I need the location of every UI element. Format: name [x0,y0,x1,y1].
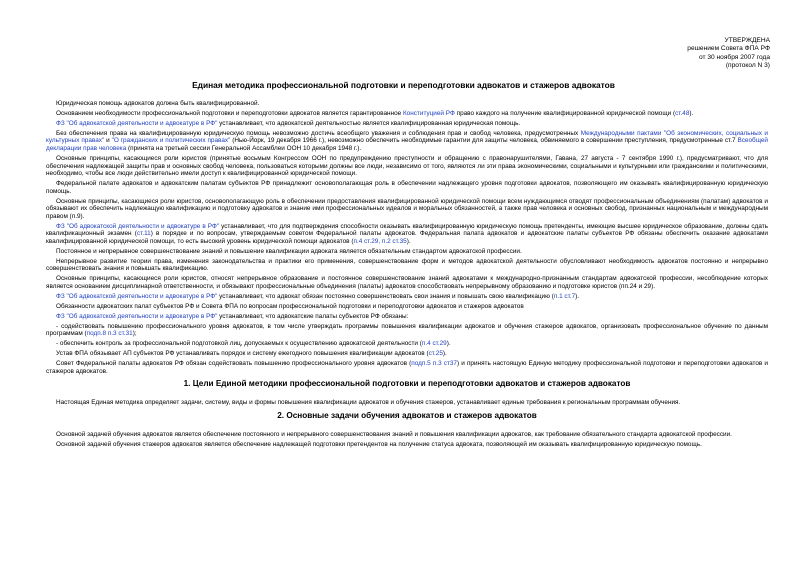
link-law-advocacy[interactable]: ФЗ "Об адвокатской деятельности и адвокатуре в РФ" [56,292,218,300]
link-art29-art35[interactable]: п.4 ст.29, п.2 ст.35 [353,237,407,245]
paragraph-17 [46,350,768,358]
text-span: ); [132,330,137,338]
paragraph-13: Обязанности адвокатских палат субъектов РФ и Совета ФПА по вопросам профессиональной подготовки и переподготовки адвокатов и стажеров адвокатов [56,302,524,310]
paragraph-12 [46,293,768,301]
link-art48[interactable]: ст.48 [675,109,690,117]
paragraph-6: Федеральной палате адвокатов и адвокатским палатам субъектов РФ принадлежит основополагающая роль в обеспечении надлежащего уровня подготовки адвокатов, позволяющего им оказывать квалифицированную юридическую помощь. [46,180,768,195]
text-span: ). [406,237,411,245]
link-art11[interactable]: ст.11 [136,230,151,238]
link-art31[interactable]: подп.8 п.3 ст.31 [86,330,133,338]
paragraph-14 [46,313,768,321]
paragraph-3 [46,120,768,128]
section-heading-1: 1. Цели Единой методики профессиональной подготовки и переподготовки адвокатов и стажеров адвокатов [183,379,631,389]
approval-line-4: (протокол N 3) [725,61,770,69]
link-international-pacts[interactable]: Международными пактами "Об экономических, социальных и культурных правах" [46,129,768,145]
paragraph-10: Непрерывное развитие теории права, изменения законодательства и практики его применения, совершенствование форм и методов адвокатской деятельности обусловливают необходимость адвокатов постоянно и непрерывно совершенствовать знания и повышать квалификацию. [46,257,768,273]
link-art7[interactable]: п.1 ст.7 [553,292,576,300]
link-art25[interactable]: ст.25 [428,350,443,358]
text-span: ) в порядке и по вопросам, утверждаемым советом Федеральной палаты адвокатов. Федеральная палата адвокатов и адвокатские палаты субъектов РФ обязаны обеспечить оказание адвокатами квалифицированной юридической помощи, то есть высокий уровень юридической помощи адвокатов ( [46,230,768,245]
text-span: Основанием необходимости профессиональной подготовки и переподготовки адвокатов является гарантированное [56,109,403,117]
text-span: устанавливает, что адвокат обязан постоянно совершенствовать свои знания и повышать свою квалификацию ( [217,292,554,300]
paragraph-16 [46,340,768,348]
text-span: (принята на третьей сессии Генеральной Ассамблеи ООН 10 декабря 1948 г.). [126,145,362,152]
document-body [46,100,768,451]
paragraph-4 [46,130,768,153]
link-civil-rights-pact[interactable]: "О гражданских и политических правах" [111,137,231,145]
text-span: и [104,137,112,145]
text-span: Совет Федеральной палаты адвокатов РФ обязан содействовать повышению профессионального уровня адвокатов ( [56,360,412,368]
link-art29[interactable]: п.4 ст.29 [421,340,447,348]
paragraph-5: Основные принципы, касающиеся роли юристов (принятые восьмым Конгрессом ООН по предупреждению преступности и обращению с правонарушителями, Гавана, 27 августа - 7 сентября 1990 г.), предусматривают, что для обеспечения надлежащей защиты прав и основных свобод человека, пользоваться которыми должны все люди, независимо от того, являются ли эти права экономическими, социальными и культурными или гражданскими и политическими, необходимо, чтобы все люди действительно имели доступ к квалифицированной юридической помощи. [46,154,768,178]
text-span: устанавливает, что для подтверждения способности оказывать квалифицированную юридическую помощь претенденты, имеющие высшее юридическое образование, должны сдать квалификационный экзамен ( [46,222,768,238]
text-span: право каждого на получение квалифицированной юридической помощи ( [454,109,676,117]
link-human-rights-declaration[interactable]: Всеобщей декларации прав человека [46,137,769,152]
paragraph-11: Основные принципы, касающиеся роли юристов, относят непрерывное образование и постоянное совершенствование знаний адвокатами к международно-признанным стандартам адвокатской профессии, несоблюдение которых является основанием дисциплинарной ответственности, и обязывают профессиональные объединения (палаты) адвокатов способствовать непрерывному образованию и подготовке юристов (пп.24 и 29). [46,275,768,290]
paragraph-8 [46,223,768,246]
text-span: ). [446,340,451,348]
document-title: Единая методика профессиональной подготовки и переподготовки адвокатов и стажеров адвокатов [192,80,615,90]
link-law-advocacy[interactable]: ФЗ "Об адвокатской деятельности и адвокатуре в РФ" [56,312,218,320]
link-art37[interactable]: подп.5 п.3 ст37 [411,360,457,368]
text-span: Без обеспечения права на квалифицированную юридическую помощь невозможно достичь всеобщего уважения и соблюдения прав и свобод человека, предусмотренных [56,129,581,137]
text-span: Устав ФПА обязывает АП субъектов РФ устанавливать порядок и систему ежегодного повышения квалификации адвокатов ( [56,350,429,358]
link-law-advocacy[interactable]: ФЗ "Об адвокатской деятельности и адвокатуре в РФ" [56,222,220,230]
text-span: ). [689,109,694,117]
paragraph-21: Основной задачей обучения стажеров адвокатов является обеспечение надлежащей подготовки претендентов на получение статуса адвоката, позволяющей им оказывать квалифицированную юридическую помощь. [56,440,702,448]
text-span: ). [575,292,580,300]
link-law-advocacy[interactable]: ФЗ "Об адвокатской деятельности и адвокатуре в РФ" [56,119,218,127]
paragraph-15 [46,323,768,338]
paragraph-20: Основной задачей обучения адвокатов является обеспечение постоянного и непрерывного совершенствования знаний и повышения квалификации адвокатов, как требование обязательного стандарта адвокатской профессии. [56,430,732,438]
text-span: устанавливает, что адвокатской деятельностью является квалифицированная юридическая помощь. [217,119,521,127]
text-span: устанавливает, что адвокатские палаты субъектов РФ обязаны: [217,312,409,320]
approval-line-2: решением Совета ФПА РФ [687,45,770,53]
paragraph-18 [46,360,768,375]
paragraph-1: Юридическая помощь адвокатов должна быть квалифицированной. [56,100,260,107]
section-heading-2: 2. Основные задачи обучения адвокатов и стажеров адвокатов [277,410,537,420]
text-span: (Нью-Йорк, 19 декабря 1966 г.), невозможно обеспечить необходимые гарантии для защиты человека, обвиняемого в совершении преступления, предусмотренные ст.7 [230,137,738,145]
text-span: - обеспечить контроль за профессиональной подготовкой лиц, допускаемых к осуществлению адвокатской деятельности ( [56,340,422,348]
approval-stamp [687,37,770,70]
paragraph-2 [46,110,768,118]
text-span: - содействовать повышению профессионального уровня адвокатов, в том числе утверждать программы повышения квалификации адвокатов и обучения стажеров адвокатов, организовать профессиональное обучение по данным программам ( [46,322,768,338]
text-span: ). [442,350,447,358]
paragraph-19: Настоящая Единая методика определяет задачи, систему, виды и формы повышения квалификации адвокатов и обучения стажеров, устанавливает единые требования к региональным программам обучения. [56,399,681,407]
text-span: ) и принять настоящую Единую методику профессиональной подготовки и переподготовки адвокатов и стажеров адвокатов. [46,360,768,375]
link-constitution[interactable]: Конституцией РФ [402,109,455,117]
paragraph-9: Постоянное и непрерывное совершенствование знаний и повышение квалификации адвоката является обязательным стандартом адвокатской профессии. [56,247,522,255]
paragraph-7: Основные принципы, касающиеся роли юристов, основополагающую роль в обеспечении предоставления квалифицированной юридической помощи всем нуждающимся отводят профессиональным объединениям (палатам) адвокатов и обязывают их обеспечить надлежащую квалификацию и подготовку адвокатов и знание ими профессиональных идеалов и моральных обязанностей, а также прав человека и основных свобод, признанных национальным и международным правом (п.9). [46,197,768,220]
approval-line-1: УТВЕРЖДЕНА [724,37,770,44]
approval-line-3: от 30 ноября 2007 года [699,53,770,61]
